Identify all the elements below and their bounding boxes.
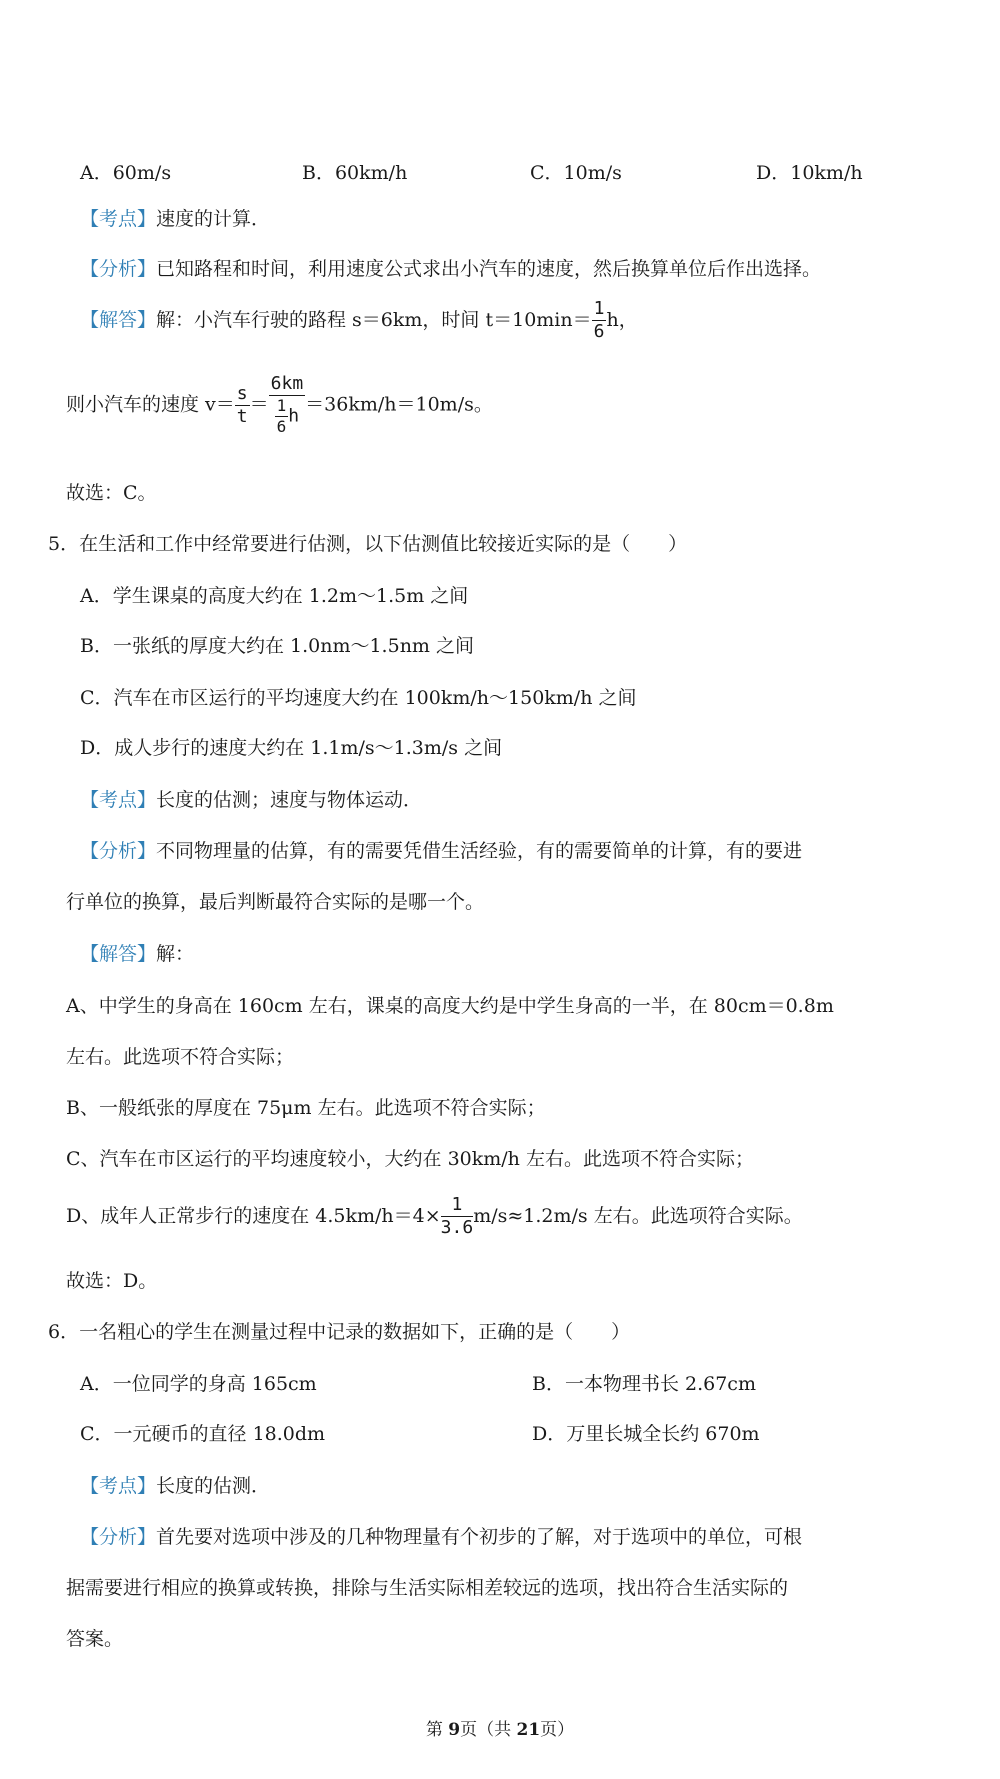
kaodian-tag: 【考点】 xyxy=(80,1475,157,1497)
q4-jieda-suffix: h， xyxy=(606,309,638,331)
fenxi-tag: 【分析】 xyxy=(80,258,157,280)
q6-kaodian-text: 长度的估测． xyxy=(156,1475,271,1497)
q4-fraction-1-6 xyxy=(592,300,607,341)
q6-option-c: C．一元硬币的直径 18.0dm xyxy=(80,1423,326,1445)
fraction-6km-over-h xyxy=(269,375,306,435)
q4-option-b: B．60km/h xyxy=(302,162,408,184)
frac-denominator: t xyxy=(236,405,248,427)
page-footer xyxy=(0,1722,1000,1739)
q4-fenxi xyxy=(80,260,821,279)
unit-h: h xyxy=(288,405,300,427)
q5-option-b: B．一张纸的厚度大约在 1.0nm～1.5nm 之间 xyxy=(80,635,474,657)
frac-denominator: 6 xyxy=(276,417,287,436)
q6-fenxi-text: 首先要对选项中涉及的几种物理量有个初步的了解，对于选项中的单位，可根 xyxy=(156,1526,803,1548)
frac-numerator: 1 xyxy=(593,298,605,319)
q5-stem: 5．在生活和工作中经常要进行估测，以下估测值比较接近实际的是（ ） xyxy=(48,533,688,555)
fenxi-tag: 【分析】 xyxy=(80,840,157,862)
speed-result: ＝36km/h＝10m/s。 xyxy=(305,393,493,416)
q5-kaodian xyxy=(80,791,422,810)
jieda-tag: 【解答】 xyxy=(80,943,157,965)
frac-denominator-compound xyxy=(269,396,306,435)
footer-page-number: 9 xyxy=(448,1720,461,1740)
equals-sign: ＝ xyxy=(249,393,269,416)
footer-pre: 第 xyxy=(425,1720,449,1740)
q4-option-d: D．10km/h xyxy=(756,162,863,184)
q5-jieda xyxy=(80,945,194,964)
q6-option-b: B．一本物理书长 2.67cm xyxy=(532,1373,756,1395)
frac-numerator: 6km xyxy=(270,373,304,394)
q4-fenxi-text: 已知路程和时间，利用速度公式求出小汽车的速度，然后换算单位后作出选择。 xyxy=(156,258,822,280)
fraction-s-over-t xyxy=(235,382,250,427)
d-suffix: m/s≈1.2m/s 左右。此选项符合实际。 xyxy=(473,1205,803,1227)
q4-option-a: A．60m/s xyxy=(80,162,172,184)
q6-stem: 6．一名粗心的学生在测量过程中记录的数据如下，正确的是（ ） xyxy=(48,1321,631,1343)
q5-kaodian-text: 长度的估测；速度与物体运动． xyxy=(156,789,423,811)
speed-prefix: 则小汽车的速度 v＝ xyxy=(66,393,235,416)
q4-answer: 故选：C。 xyxy=(66,482,157,504)
q5-jieda-text: 解： xyxy=(156,943,195,965)
kaodian-tag: 【考点】 xyxy=(80,789,157,811)
q5-fenxi-line1 xyxy=(80,842,802,861)
q5-explain-b: B、一般纸张的厚度在 75μm 左右。此选项不符合实际； xyxy=(66,1097,546,1119)
frac-denominator: 6 xyxy=(593,321,605,342)
frac-numerator: s xyxy=(236,382,248,404)
q5-explain-a-line2: 左右。此选项不符合实际； xyxy=(66,1046,295,1068)
q6-option-a: A．一位同学的身高 165cm xyxy=(80,1373,317,1395)
q6-option-d: D．万里长城全长约 670m xyxy=(532,1423,760,1445)
q5-answer: 故选：D。 xyxy=(66,1270,158,1292)
q5-fenxi-line2: 行单位的换算，最后判断最符合实际的是哪一个。 xyxy=(66,891,485,913)
q6-kaodian xyxy=(80,1477,270,1496)
q5-explain-d xyxy=(66,1196,803,1237)
footer-mid: 页（共 xyxy=(460,1720,517,1740)
q4-jieda-text: 解：小汽车行驶的路程 s＝6km，时间 t＝10min＝ xyxy=(156,309,592,331)
frac-denominator: 3.6 xyxy=(440,1217,474,1238)
kaodian-tag: 【考点】 xyxy=(80,208,157,230)
footer-total-pages: 21 xyxy=(516,1720,541,1740)
fraction-1-over-3-6 xyxy=(441,1196,474,1237)
frac-numerator: 1 xyxy=(441,1196,474,1217)
footer-post: 页） xyxy=(540,1720,575,1740)
frac-numerator: 1 xyxy=(276,396,287,415)
q4-kaodian xyxy=(80,210,270,229)
q4-speed-formula xyxy=(66,375,493,435)
q5-explain-a-line1: A、中学生的身高在 160cm 左右，课桌的高度大约是中学生身高的一半，在 80cm＝0.8m xyxy=(66,995,834,1017)
q6-fenxi-line1 xyxy=(80,1528,802,1547)
q4-option-c: C．10m/s xyxy=(530,162,622,184)
q4-jieda xyxy=(80,300,638,341)
fenxi-tag: 【分析】 xyxy=(80,1526,157,1548)
q4-kaodian-text: 速度的计算． xyxy=(156,208,271,230)
inner-fraction-1-6 xyxy=(275,398,289,435)
q6-fenxi-line2: 据需要进行相应的换算或转换，排除与生活实际相差较远的选项，找出符合生活实际的 xyxy=(66,1577,789,1599)
q6-fenxi-line3: 答案。 xyxy=(66,1628,124,1650)
d-prefix: D、成年人正常步行的速度在 4.5km/h＝4× xyxy=(66,1205,441,1227)
q5-option-c: C．汽车在市区运行的平均速度大约在 100km/h～150km/h 之间 xyxy=(80,687,637,709)
jieda-tag: 【解答】 xyxy=(80,309,157,331)
q5-option-d: D．成人步行的速度大约在 1.1m/s～1.3m/s 之间 xyxy=(80,737,503,759)
q5-option-a: A．学生课桌的高度大约在 1.2m～1.5m 之间 xyxy=(80,585,469,607)
q5-explain-c: C、汽车在市区运行的平均速度较小，大约在 30km/h 左右。此选项不符合实际； xyxy=(66,1148,754,1170)
q5-fenxi-text: 不同物理量的估算，有的需要凭借生活经验，有的需要简单的计算，有的要进 xyxy=(156,840,803,862)
